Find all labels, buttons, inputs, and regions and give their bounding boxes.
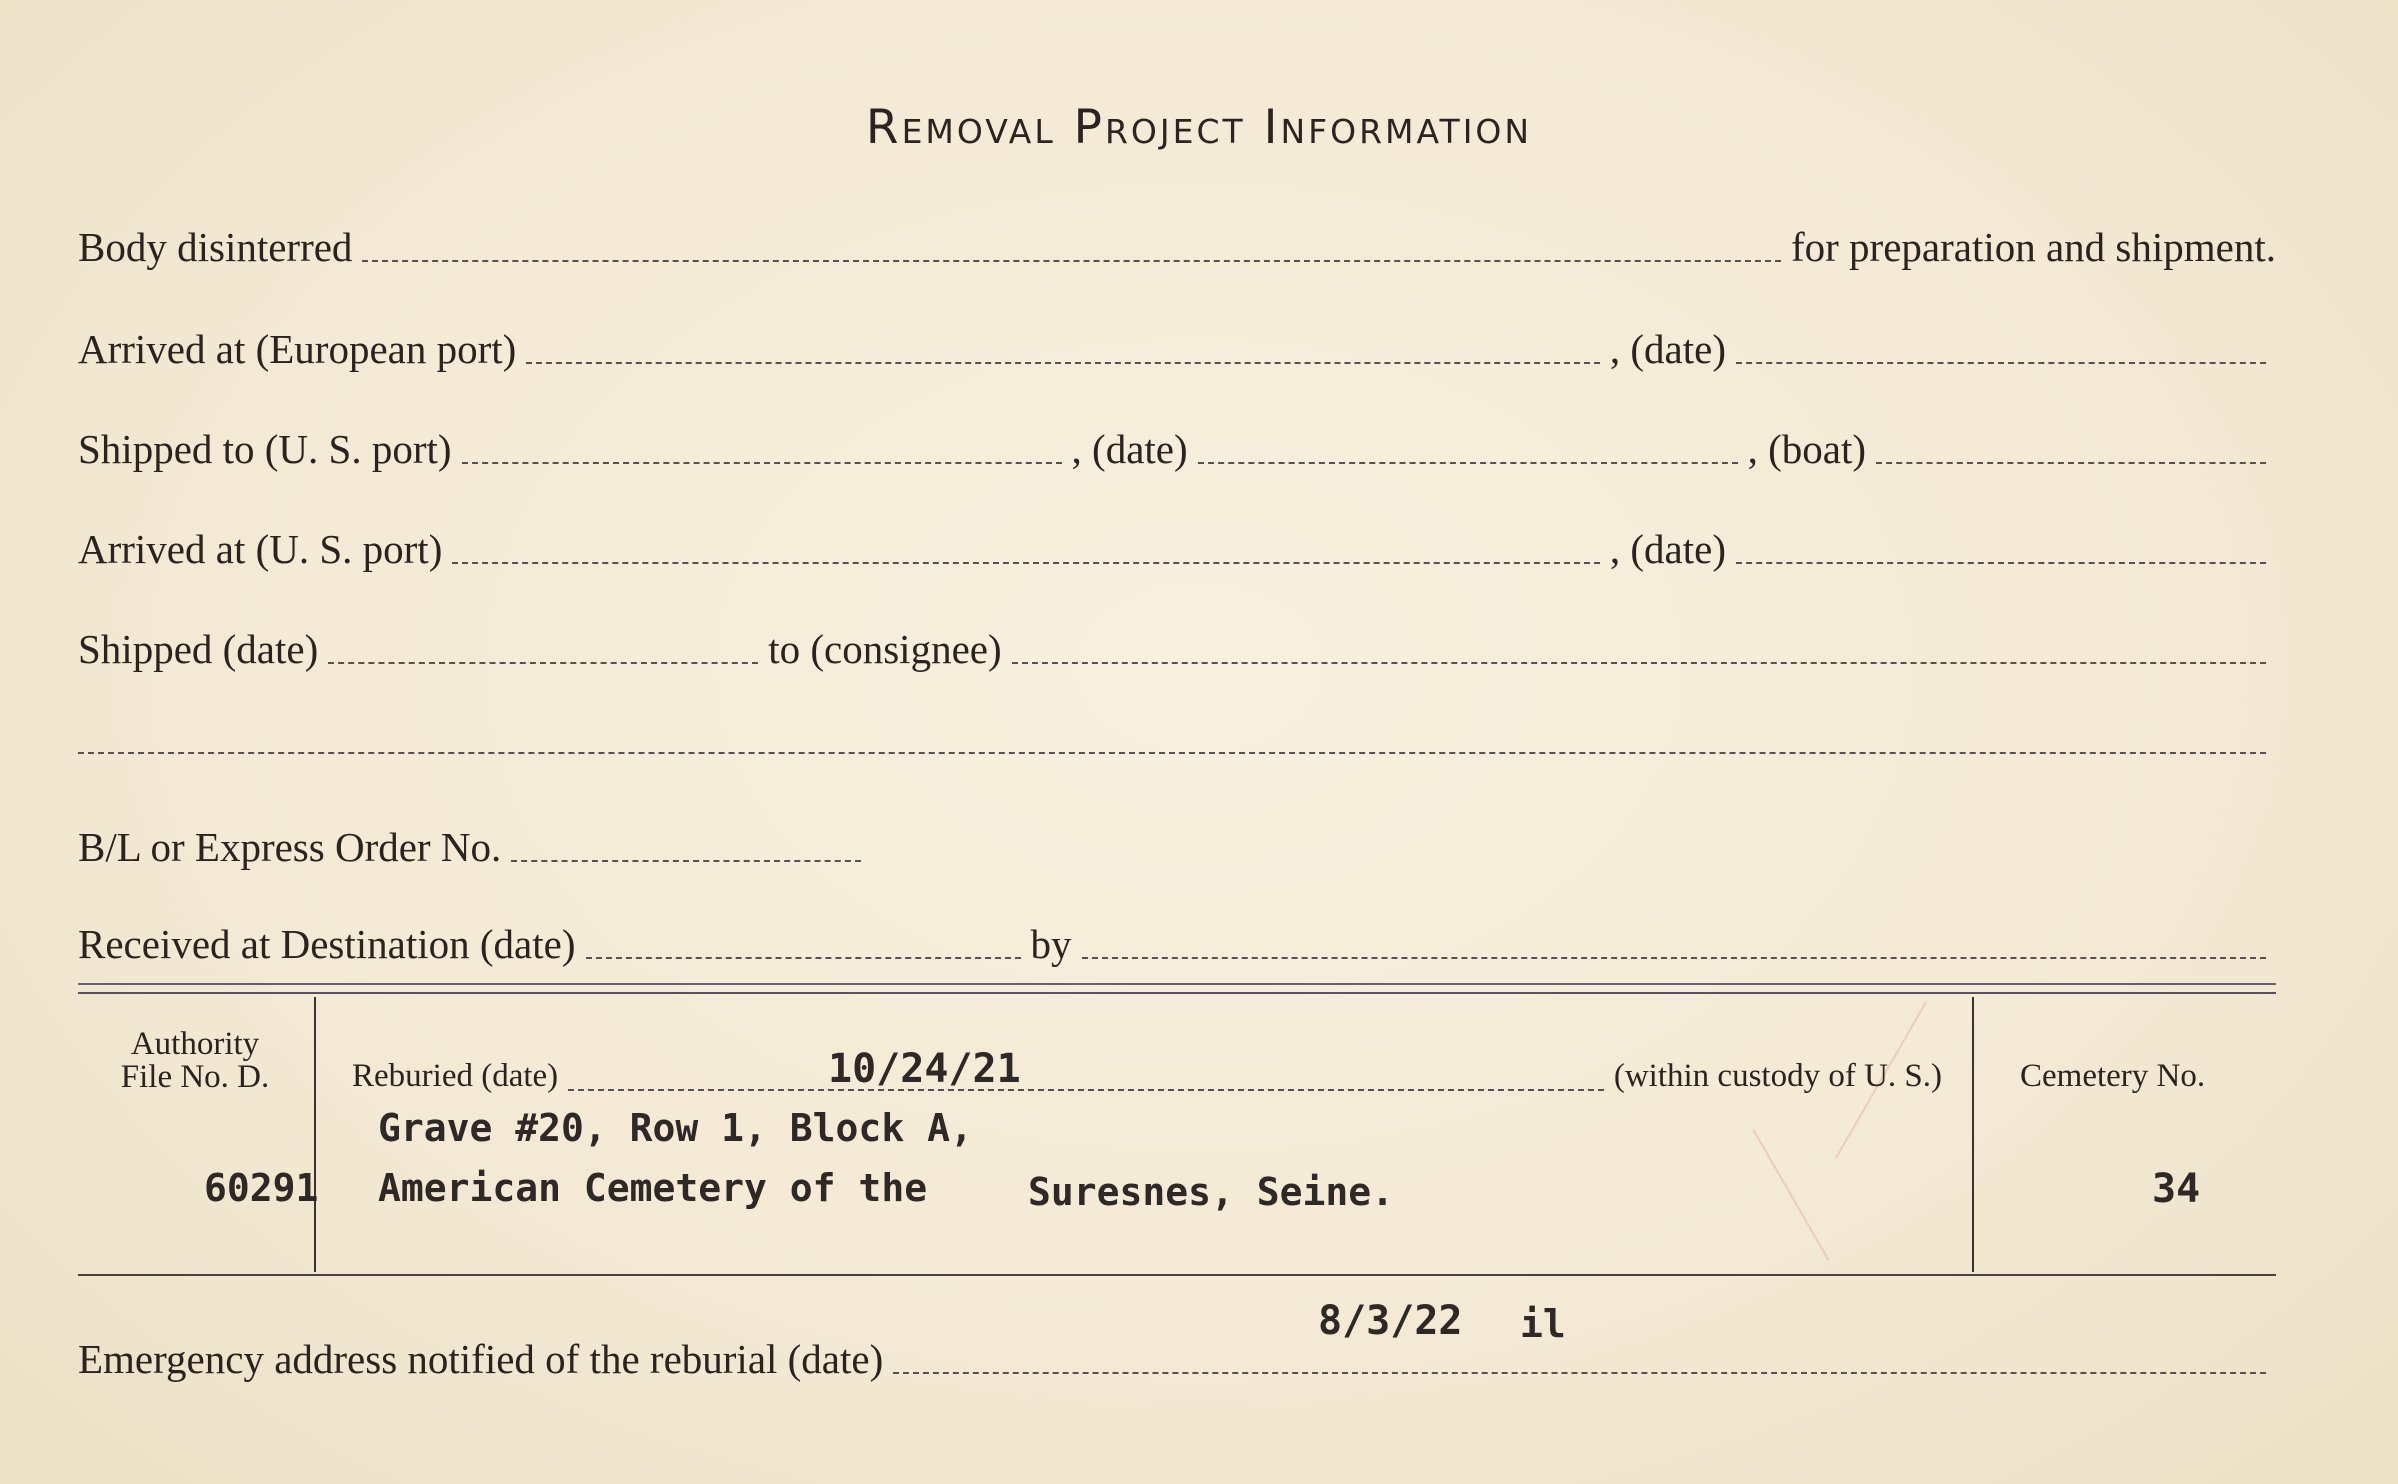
body-disinterred-line bbox=[362, 259, 1781, 262]
cemetery-no-label: Cemetery No. bbox=[2020, 1058, 2206, 1094]
card-title: Removal Project Information bbox=[865, 100, 1533, 155]
reburied-date: 10/24/21 bbox=[828, 1046, 1021, 1092]
consignee-label: to (consignee) bbox=[768, 626, 1002, 672]
row-arrived-us: Arrived at (U. S. port) , (date) bbox=[78, 510, 2276, 570]
arrived-us-line bbox=[452, 561, 1600, 564]
arrived-european-label: Arrived at (European port) bbox=[78, 326, 517, 372]
european-port-line bbox=[526, 361, 1600, 364]
file-number: 60291 bbox=[204, 1166, 319, 1210]
row-received bbox=[78, 905, 2276, 965]
shipped-date-label: (date) bbox=[1092, 426, 1188, 472]
received-label: Received at Destination (date) bbox=[78, 921, 576, 967]
blank-line bbox=[78, 751, 2266, 754]
consignee-line bbox=[1012, 661, 2266, 664]
european-date-label: (date) bbox=[1630, 326, 1726, 372]
cemetery-no: 34 bbox=[2152, 1166, 2201, 1212]
box-bottom-line bbox=[78, 1274, 2276, 1276]
shipped-date-line bbox=[1198, 461, 1738, 464]
row-blank bbox=[78, 700, 2276, 760]
cemetery-name-a: American Cemetery of the bbox=[378, 1166, 928, 1210]
grave-location: Grave #20, Row 1, Block A, bbox=[378, 1106, 973, 1150]
emergency-label: Emergency address notified of the reburial (date) bbox=[78, 1336, 884, 1382]
row-arrived-european: Arrived at (European port) , (date) bbox=[78, 310, 2276, 370]
bl-order-label: B/L or Express Order No. bbox=[78, 824, 502, 870]
emergency-initials: il bbox=[1520, 1302, 1566, 1346]
row-shipped-us: Shipped to (U. S. port) , (date) , (boat) bbox=[78, 410, 2276, 470]
authority-label-line2: File No. D. bbox=[120, 1059, 270, 1095]
emergency-line bbox=[893, 1371, 2266, 1374]
pencil-mark bbox=[1753, 1130, 1830, 1261]
row-bl-order bbox=[78, 808, 2276, 868]
shipped-date-label-2: Shipped (date) bbox=[78, 626, 319, 672]
european-date-line bbox=[1736, 361, 2266, 364]
row-shipped-consignee bbox=[78, 610, 2276, 670]
received-by-line bbox=[1082, 956, 2267, 959]
authority-label bbox=[100, 1028, 290, 1094]
reburied-line bbox=[568, 1088, 1604, 1091]
box-top-line-1 bbox=[78, 983, 2276, 985]
authority-label-line1: Authority bbox=[130, 1026, 260, 1062]
reburied-label: Reburied (date) bbox=[352, 1058, 559, 1094]
cemetery-divider bbox=[1972, 997, 1974, 1272]
custody-label: (within custody of U. S.) bbox=[1613, 1058, 1942, 1094]
row-emergency bbox=[78, 1320, 2276, 1380]
boat-label: (boat) bbox=[1768, 426, 1866, 472]
boat-line bbox=[1876, 461, 2266, 464]
authority-divider bbox=[314, 997, 316, 1272]
cemetery-name-b: Suresnes, Seine. bbox=[1028, 1170, 1395, 1214]
arrived-us-date-line bbox=[1736, 561, 2266, 564]
row-body-disinterred bbox=[78, 208, 2276, 268]
arrived-us-date-label: (date) bbox=[1630, 526, 1726, 572]
shipped-date-line-2 bbox=[328, 661, 758, 664]
arrived-us-label: Arrived at (U. S. port) bbox=[78, 526, 443, 572]
box-top-line-2 bbox=[78, 992, 2276, 994]
us-port-line bbox=[462, 461, 1062, 464]
shipped-us-label: Shipped to (U. S. port) bbox=[78, 426, 452, 472]
emergency-date: 8/3/22 bbox=[1318, 1298, 1463, 1344]
reburied-row bbox=[352, 1058, 1942, 1095]
body-disinterred-label: Body disinterred bbox=[78, 224, 353, 270]
received-date-line bbox=[586, 956, 1021, 959]
by-label: by bbox=[1030, 921, 1072, 967]
bl-order-line bbox=[511, 859, 861, 862]
preparation-label: for preparation and shipment. bbox=[1790, 224, 2276, 270]
